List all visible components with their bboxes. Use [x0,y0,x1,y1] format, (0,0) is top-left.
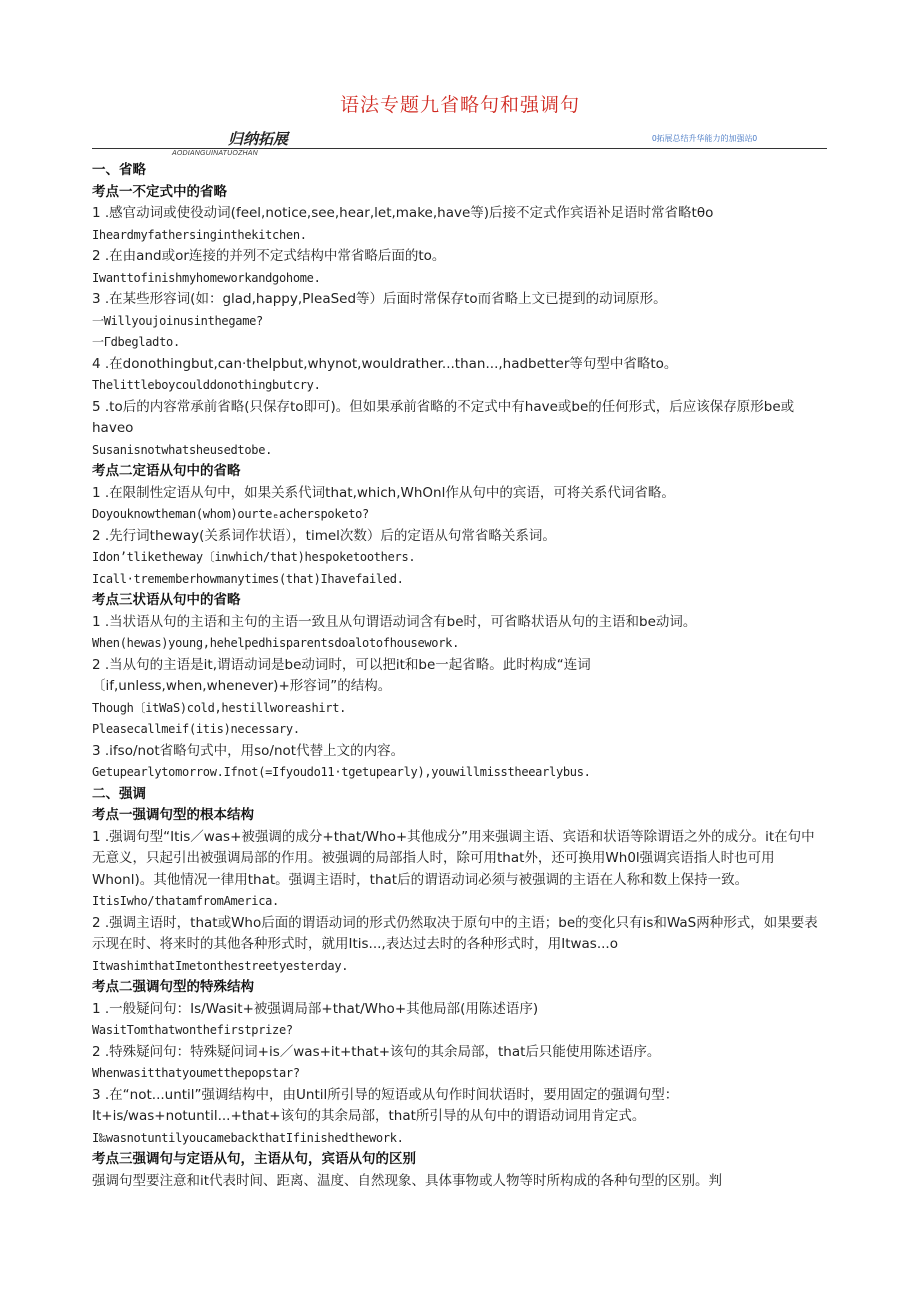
example-sentence: Icall·trememberhowmanytimes(that)Ihavefailed. [92,571,404,586]
example-sentence: Doyouknowtheman(whom)ourteₑacherspoketo? [92,507,369,521]
section-banner [92,128,827,158]
banner-divider [92,148,827,149]
example-sentence: Whenwasitthatyoumetthepopstar? [92,1066,300,1080]
example-sentence: Idon’tliketheway〔inwhich/that)hespoketoothers. [92,550,416,564]
rule-text: 1 .强调句型“Itis／was+被强调的成分+that/Who+其他成分”用来强调主语、宾语和状语等除谓语之外的成分。it在句中无意义，只起引出被强调局部的作用。被强调的局部指人时，除可用that外，还可换用Wh0l强调宾语指人时也可用Whonl)。其他情况一律用that。强调主语时，that后的谓语动词必须与被强调的主语在人称和数上保持一致。 [92,828,815,888]
rule-text: 〔if,unless,when,whenever)+形容词”的结构。 [92,678,392,694]
example-sentence: Pleasecallmeif(itis)necessary. [92,722,300,736]
example-sentence: WasitTomthatwonthefirstprize? [92,1023,293,1037]
example-sentence: Though〔itWaS)cold,hestillworeashirt. [92,700,347,715]
rule-text: 5 .to后的内容常承前省略(只保存to即可)。但如果承前省略的不定式中有have或be的任何形式，后应该保存原形be或haveo [92,398,795,436]
rule-text: 4 .在donothingbut,can·thelpbut,whynot,wouldrather...than...,hadbetter等句型中省略to。 [92,355,678,372]
rule-text: 3 .在“not...until”强调结构中，由Until所引导的短语或从句作时间状语时，要用固定的强调句型： [92,1086,679,1103]
banner-tagline: 0拓展总结升华能力的加强站0 [652,134,757,143]
rule-text: 1 .在限制性定语从句中，如果关系代词that,which,WhOnl作从句中的宾语，可将关系代词省略。 [92,484,675,501]
banner-heading: 归纳拓展 [228,130,289,148]
example-sentence: 一Γdbegladto. [92,335,180,349]
example-sentence: Susanisnotwhatsheusedtobe. [92,442,273,457]
topic-heading: 考点二定语从句中的省略 [92,463,241,479]
example-sentence: 一Willyoujoinusinthegame? [92,313,263,328]
topic-heading: 考点二强调句型的特殊结构 [92,979,254,995]
rule-text: 强调句型要注意和it代表时间、距离、温度、自然现象、具体事物或人物等时所构成的各种句型的区别。判 [92,1172,723,1189]
rule-text: 1 .当状语从句的主语和主句的主语一致且从句谓语动词含有be时，可省略状语从句的主语和be动词。 [92,613,697,630]
section-heading: 二、强调 [92,785,146,802]
page-title: 语法专题九省略句和强调句 [339,94,580,116]
rule-text: 2 .在由and或or连接的并列不定式结构中常省略后面的to。 [92,248,446,264]
rule-text: 2 .先行词theway(关系词作状语），timel次数）后的定语从句常省略关系词。 [92,527,556,544]
example-sentence: When(hewas)young,hehelpedhisparentsdoalotofhousework. [92,636,460,650]
rule-text: 1 .感官动词或使役动词(feel,notice,see,hear,let,make,have等)后接不定式作宾语补足语时常省略tθo [92,205,714,221]
topic-heading: 考点一不定式中的省略 [92,183,227,200]
example-sentence: Iheardmyfathersinginthekitchen. [92,227,307,242]
rule-text: 3 .ifso/not省略句式中，用so/not代替上文的内容。 [92,742,405,759]
example-sentence: Iwanttofinishmyhomeworkandgohome. [92,270,321,285]
rule-text: 2 .强调主语时，that或Who后面的谓语动词的形式仍然取决于原句中的主语；be的变化只有is和WaS两种形式，如果要表示现在时、将来时的其他各种形式时，就用Itis...,表达过去时的各种形式时，用Itwas...o [92,914,818,952]
rule-text: It+is/was+notuntil...+that+该句的其余局部，that所引导的从句中的谓语动词用肯定式。 [92,1108,646,1124]
example-sentence: Getupearlytomorrow.Ifnot(=Ifyoudo11·tgetupearly),youwillmisstheearlybus. [92,765,591,779]
topic-heading: 考点三状语从句中的省略 [92,592,241,608]
document-body [92,160,827,1192]
topic-heading: 考点一强调句型的根本结构 [92,807,254,823]
example-sentence: I‰wasnotuntilyoucamebackthatIfinishedthework. [92,1130,404,1145]
rule-text: 1 .一般疑问句：Is/Wasit+被强调局部+that/Who+其他局部(用陈述语序) [92,1000,539,1017]
example-sentence: ItwashimthatImetonthestreetyesterday. [92,958,349,973]
example-sentence: Thelittleboycoulddonothingbutcry. [92,378,321,392]
rule-text: 2 .特殊疑问句：特殊疑问词+is／was+it+that+该句的其余局部，that后只能使用陈述语序。 [92,1043,661,1060]
example-sentence: ItisIwho/thatamfromAmerica. [92,894,279,908]
topic-heading: 考点三强调句与定语从句，主语从句，宾语从句的区别 [92,1151,416,1167]
rule-text: 2 .当从句的主语是it,谓语动词是be动词时，可以把it和be一起省略。此时构成“连词 [92,656,591,673]
rule-text: 3 .在某些形容词(如：glad,happy,PleaSed等）后面时常保存to而省略上文已提到的动词原形。 [92,291,667,307]
banner-pinyin: AODIANGUINATUOZHAN [172,150,258,157]
section-heading: 一、省略 [92,162,146,178]
